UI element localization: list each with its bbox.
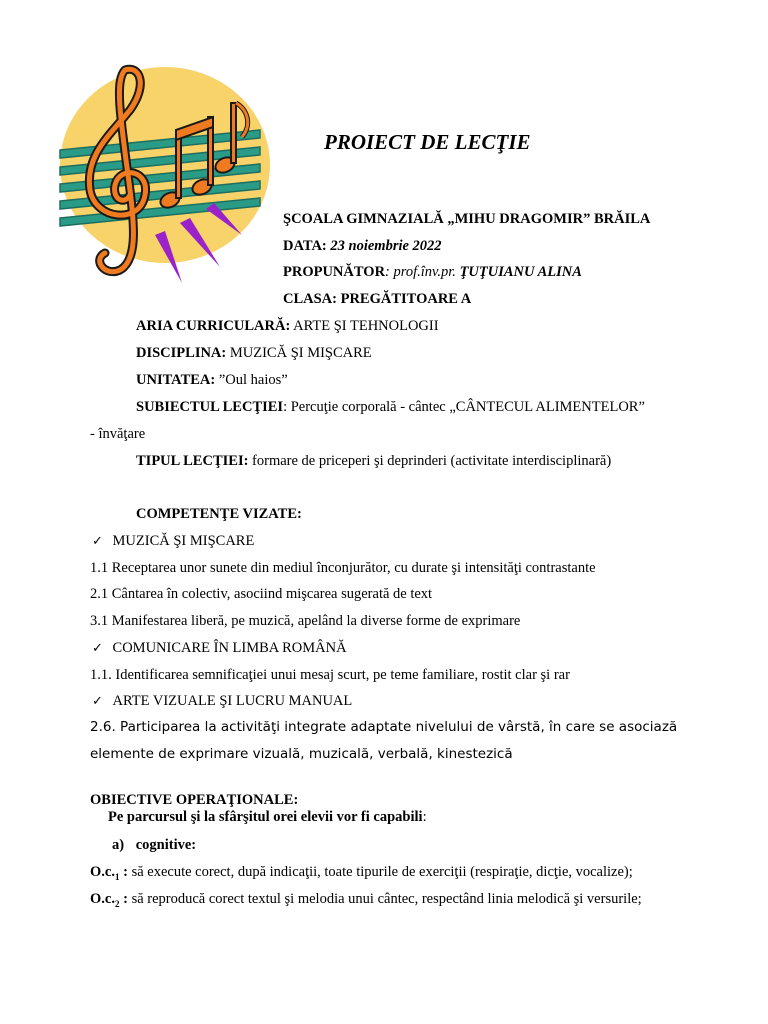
competence-group-label: COMUNICARE ÎN LIMBA ROMÂNĂ <box>112 640 347 656</box>
proposer-label: PROPUNĂTOR <box>283 264 386 280</box>
school-name: ŞCOALA GIMNAZIALĂ „MIHU DRAGOMIR” BRĂILA <box>283 211 651 227</box>
cognitive-subheading <box>112 836 196 854</box>
objectives-intro <box>108 808 427 826</box>
competence-item: 2.1 Cântarea în colectiv, asociind mişcarea sugerată de text <box>90 586 433 602</box>
subject-label: SUBIECTUL LECŢIEI <box>136 399 284 415</box>
checkmark-icon: ✓ <box>92 694 103 709</box>
objectives-intro-colon: : <box>422 809 427 825</box>
discipline-value: MUZICĂ ŞI MIŞCARE <box>229 345 372 361</box>
unit-label: UNITATEA: <box>136 372 216 388</box>
date-label: DATA: <box>283 238 327 254</box>
discipline-line <box>136 344 372 362</box>
competence-item: 1.1 Receptarea unor sunete din mediul înconjurător, cu durate şi intensităţi contrastante <box>90 560 596 576</box>
area-label: ARIA CURRICULARĂ: <box>136 318 291 334</box>
class-line: CLASA: PREGĂTITOARE A <box>283 291 472 307</box>
date-value: 23 noiembrie 2022 <box>330 238 442 254</box>
objective-oc2 <box>90 890 642 913</box>
objective-oc1 <box>90 863 633 886</box>
checkmark-icon: ✓ <box>92 641 103 656</box>
objective-code: O.c. <box>90 864 115 880</box>
date-line <box>283 237 442 255</box>
competence-item: 2.6. Participarea la activităţi integrate adaptate nivelului de vârstă, în care se asociază <box>90 719 678 735</box>
area-value: ARTE ŞI TEHNOLOGII <box>293 318 439 334</box>
subject-line <box>136 398 645 416</box>
competence-group-music <box>92 532 254 551</box>
competence-group-label: MUZICĂ ŞI MIŞCARE <box>112 533 255 549</box>
objective-text: să reproducă corect textul şi melodia unui cântec, respectând linia melodică şi versurile; <box>127 891 642 907</box>
area-line <box>136 317 439 335</box>
proposer-name: ŢUŢUIANU ALINA <box>459 264 582 280</box>
competence-group-label: ARTE VIZUALE ŞI LUCRU MANUAL <box>112 693 353 709</box>
objective-text: să execute corect, după indicaţii, toate tipurile de exerciţii (respiraţie, dicţie, vocalize); <box>127 864 633 880</box>
lesson-type-line <box>136 452 611 470</box>
objectives-heading: OBIECTIVE OPERAŢIONALE: <box>90 792 299 808</box>
competence-group-romanian <box>92 639 347 658</box>
competence-item: elemente de exprimare vizuală, muzicală, verbală, kinestezică <box>90 746 513 762</box>
list-marker: a) <box>112 837 125 853</box>
lesson-type-label: TIPUL LECŢIEI: <box>136 453 249 469</box>
competence-item: 1.1. Identificarea semnificaţiei unui mesaj scurt, pe teme familiare, rostit clar şi rar <box>90 667 570 683</box>
unit-line <box>136 371 288 389</box>
objective-separator: : <box>119 864 128 880</box>
proposer-title: : prof.înv.pr. <box>385 264 456 280</box>
unit-value: ”Oul haios” <box>218 372 288 388</box>
discipline-label: DISCIPLINA: <box>136 345 227 361</box>
objectives-intro-text: Pe parcursul şi la sfârşitul orei elevii vor fi capabili <box>108 809 423 825</box>
subject-continuation: - învăţare <box>90 426 146 442</box>
objective-subscript: 2 <box>114 898 120 909</box>
objective-separator: : <box>119 891 128 907</box>
page-title: PROIECT DE LECŢIE <box>324 130 531 154</box>
subject-value: : Percuţie corporală - cântec „CÂNTECUL ALIMENTELOR” <box>283 399 645 415</box>
checkmark-icon: ✓ <box>92 534 103 549</box>
cognitive-label: cognitive: <box>135 837 197 853</box>
proposer-line <box>283 263 582 281</box>
objective-code: O.c. <box>90 891 115 907</box>
competence-group-arts <box>92 692 352 711</box>
competences-heading: COMPETENŢE VIZATE: <box>136 506 302 522</box>
music-notes-illustration <box>30 55 270 290</box>
lesson-type-value: formare de priceperi şi deprinderi (activitate interdisciplinară) <box>252 453 612 469</box>
competence-item: 3.1 Manifestarea liberă, pe muzică, apelând la diverse forme de exprimare <box>90 613 521 629</box>
objective-subscript: 1 <box>114 871 120 882</box>
